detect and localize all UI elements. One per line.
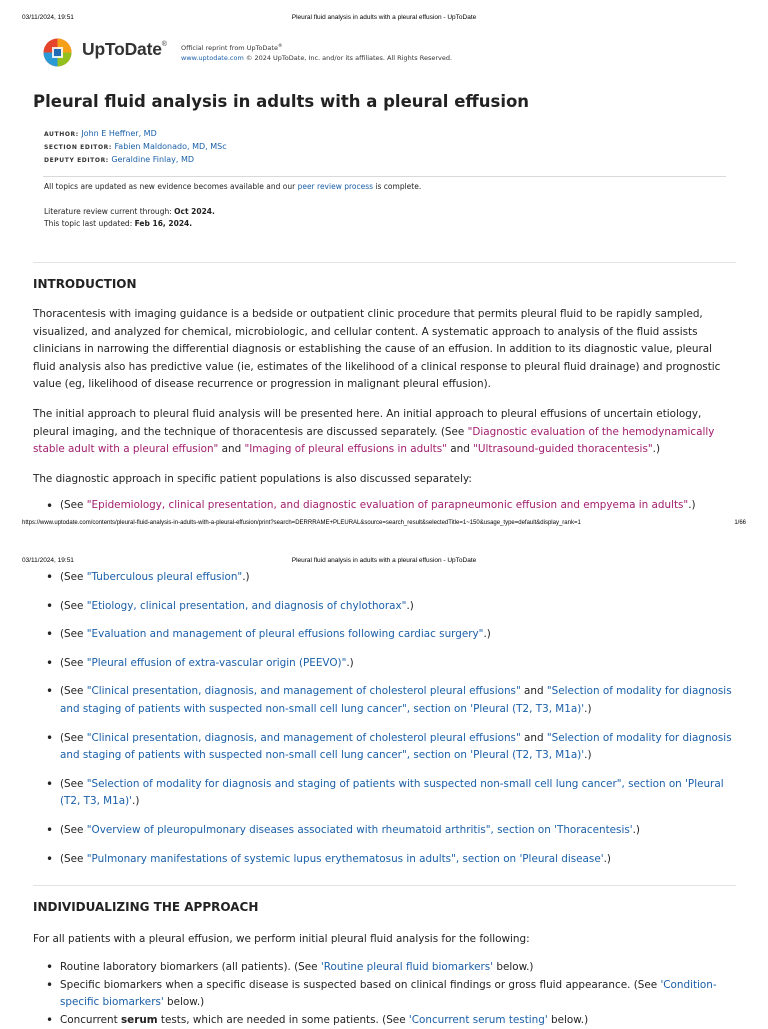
- list-item: • (See "Tuberculous pleural effusion".): [33, 569, 735, 587]
- peer-review-link[interactable]: peer review process: [297, 182, 374, 191]
- list-item: • (See "Pulmonary manifestations of systemic lupus erythematosus in adults", section on 'Pleural disease'.): [33, 851, 735, 869]
- list-item: • (See "Clinical presentation, diagnosis, and management of cholesterol pleural effusions" and "Selection of modality for diagnosis and staging of patients with suspected non-small cell lung cancer", section on 'Pleural (T2, T3, M1a)'.): [33, 683, 735, 718]
- see-link[interactable]: "Selection of modality for diagnosis and staging of patients with suspected non-small cell lung cancer", section on 'Pleural (T2, T3, M1a)': [60, 731, 732, 762]
- section-link[interactable]: 'Routine pleural fluid biomarkers': [320, 961, 494, 973]
- see-link[interactable]: "Clinical presentation, diagnosis, and management of cholesterol pleural effusions": [86, 685, 521, 698]
- list-item: • (See "Etiology, clinical presentation, and diagnosis of chylothorax".): [33, 598, 735, 616]
- intro-paragraph-2: The initial approach to pleural fluid analysis will be presented here. An initial approach to pleural effusions of uncertain etiology, pleural imaging, and the technique of thoracentesis are discussed separately. (See "Diagnostic evaluation of the hemodynamically stable adult with a pleural effusion" and "Imaging of pleural effusions in adults" and "Ultrasound-guided thoracentesis".): [33, 408, 715, 456]
- print-title: Pleural fluid analysis in adults with a pleural effusion - UpToDate: [291, 14, 477, 21]
- print-datetime: 03/11/2024, 19:51: [22, 14, 74, 21]
- section-heading-introduction: INTRODUCTION: [33, 277, 137, 291]
- uptodate-logo-icon[interactable]: [43, 38, 72, 67]
- section-link[interactable]: 'Concurrent serum testing': [408, 1013, 548, 1026]
- intro-paragraph: Thoracentesis with imaging guidance is a bedside or outpatient clinic procedure that permits pleural fluid to be rapidly sampled, visualized, and analyzed for chemical, microbiologic, and cellular content. A systematic approach to analysis of the fluid assists clinicians in narrowing the differential diagnosis or establishing the cause of an effusion. In addition to its diagnostic value, pleural fluid analysis also has predictive value (ie, estimates of the likelihood of a clinical response to pleural fluid drainage) and prognostic value (eg, likelihood of disease recurrence or progression in malignant pleural effusion).: [33, 308, 721, 391]
- topic-list: [33, 499, 735, 511]
- deputy-editor-link[interactable]: Geraldine Finlay, MD: [111, 155, 195, 165]
- see-link[interactable]: "Selection of modality for diagnosis and staging of patients with suspected non-small cell lung cancer", section on 'Pleural (T2, T3, M1a)': [60, 685, 732, 715]
- see-link[interactable]: "Evaluation and management of pleural effusions following cardiac surgery": [86, 628, 484, 641]
- list-item: • Concurrent serum tests, which are needed in some patients. (See 'Concurrent serum testing' below.): [33, 1012, 735, 1029]
- see-link[interactable]: "Tuberculous pleural effusion": [86, 571, 243, 583]
- reprint-notice: Official reprint from UpToDate® www.uptodate.com © 2024 UpToDate, Inc. and/or its affiliates. All Rights Reserved.: [181, 44, 453, 63]
- intro-paragraph-3: The diagnostic approach in specific patient populations is also discussed separately:: [33, 473, 472, 485]
- see-link[interactable]: "Imaging of pleural effusions in adults": [244, 443, 447, 456]
- see-link[interactable]: "Etiology, clinical presentation, and diagnosis of chylothorax": [86, 599, 407, 612]
- section-heading-individualizing: INDIVIDUALIZING THE APPROACH: [33, 900, 259, 914]
- see-link[interactable]: "Clinical presentation, diagnosis, and management of cholesterol pleural effusions": [86, 731, 521, 744]
- see-link[interactable]: "Pulmonary manifestations of systemic lupus erythematosus in adults", section on 'Pleural disease': [86, 852, 604, 865]
- divider: [33, 885, 736, 886]
- article-credits: AUTHOR: John E Heffner, MD SECTION EDITOR: Fabien Maldonado, MD, MSc DEPUTY EDITOR: Geraldine Finlay, MD: [44, 129, 227, 165]
- brand-name: UpToDate®: [82, 39, 167, 59]
- see-link[interactable]: "Overview of pleuropulmonary diseases associated with rheumatoid arthritis", section on 'Thoracentesis': [86, 823, 633, 836]
- list-item: • (See "Selection of modality for diagnosis and staging of patients with suspected non-small cell lung cancer", section on 'Pleural (T2, T3, M1a)'.): [33, 776, 735, 811]
- article-title: Pleural fluid analysis in adults with a pleural effusion: [33, 92, 530, 111]
- see-link[interactable]: "Ultrasound-guided thoracentesis": [473, 443, 653, 456]
- approach-list: [33, 959, 735, 1029]
- see-link[interactable]: "Epidemiology, clinical presentation, and diagnostic evaluation of parapneumonic effusion and empyema in adults": [86, 499, 689, 511]
- page-number: 1/66: [734, 520, 746, 526]
- list-item: • Routine laboratory biomarkers (all patients). (See 'Routine pleural fluid biomarkers' below.): [33, 959, 735, 977]
- list-item: • (See "Overview of pleuropulmonary diseases associated with rheumatoid arthritis", section on 'Thoracentesis'.): [33, 822, 735, 840]
- see-link[interactable]: "Selection of modality for diagnosis and staging of patients with suspected non-small cell lung cancer", section on 'Pleural (T2, T3, M1a)': [60, 777, 724, 808]
- section-editor-link[interactable]: Fabien Maldonado, MD, MSc: [114, 142, 227, 152]
- divider: [33, 262, 736, 263]
- section-link[interactable]: 'Condition-specific biomarkers': [60, 978, 717, 1009]
- list-item: • (See "Epidemiology, clinical presentation, and diagnostic evaluation of parapneumonic effusion and empyema in adults".): [33, 499, 735, 511]
- see-link[interactable]: "Pleural effusion of extra-vascular origin (PEEVO)": [86, 656, 347, 669]
- topic-list: [33, 569, 735, 868]
- site-link[interactable]: www.uptodate.com: [181, 54, 244, 63]
- literature-review: Literature review current through: Oct 2024. This topic last updated: Feb 16, 2024.: [44, 207, 215, 228]
- author-link[interactable]: John E Heffner, MD: [81, 129, 157, 138]
- list-item: • (See "Evaluation and management of pleural effusions following cardiac surgery".): [33, 626, 735, 644]
- list-item: • Specific biomarkers when a specific disease is suspected based on clinical findings or gross fluid appearance. (See 'Condition-specific biomarkers' below.): [33, 977, 735, 1012]
- approach-lead: For all patients with a pleural effusion, we perform initial pleural fluid analysis for the following:: [33, 933, 530, 945]
- divider: [43, 176, 726, 177]
- see-link[interactable]: "Diagnostic evaluation of the hemodynamically stable adult with a pleural effusion": [33, 425, 715, 456]
- list-item: • (See "Clinical presentation, diagnosis, and management of cholesterol pleural effusions" and "Selection of modality for diagnosis and staging of patients with suspected non-small cell lung cancer", section on 'Pleural (T2, T3, M1a)'.): [33, 730, 735, 765]
- list-item: • (See "Pleural effusion of extra-vascular origin (PEEVO)".): [33, 655, 735, 673]
- print-url: https://www.uptodate.com/contents/pleural-fluid-analysis-in-adults-with-a-pleural-effusion/print?search=DERRRAME+PLEURAL&source=search_result&selectedTitle=1~150&usage_type=default&display_rank=1: [22, 520, 581, 526]
- update-status: All topics are updated as new evidence becomes available and our peer review process is complete.: [44, 182, 422, 191]
